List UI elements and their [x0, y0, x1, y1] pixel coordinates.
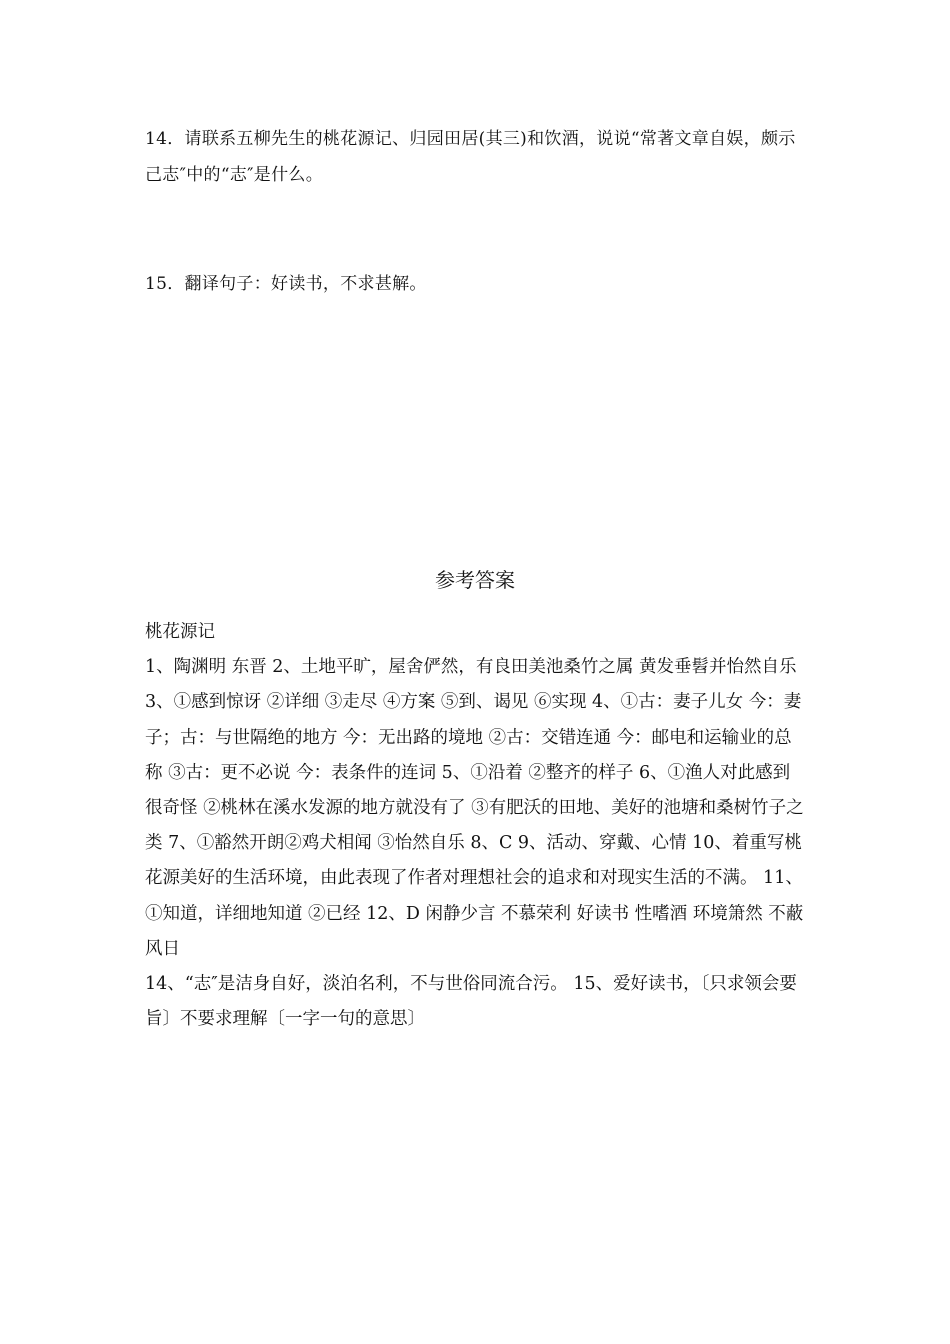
- answer-section-heading: 桃花源记: [145, 622, 215, 642]
- question-15: 15．翻译句子：好读书，不求甚解。: [145, 274, 427, 294]
- answer-text-14-15: 14、“志″是洁身自好，淡泊名利，不与世俗同流合污。 15、爱好读书，〔只求领会要旨〕不要求理解〔一字一句的意思〕: [145, 974, 797, 1030]
- answer-key-body: [145, 615, 805, 1037]
- answer-key-title: 参考答案: [435, 568, 515, 592]
- answer-text-1-12: 1、陶渊明 东晋 2、土地平旷，屋舍俨然，有良田美池桑竹之属 黄发垂髫并怡然自乐 3、①感到惊讶 ②详细 ③走尽 ④方案 ⑤到、谒见 ⑥实现 4、①古：妻子儿女 今：妻子；古：与世隔绝的地方 今：无出路的境地 ②古：交错连通 今：邮电和运输业的总称 ③古：更不必说 今：表条件的连词 5、①沿着 ②整齐的样子 6、①渔人对此感到很奇怪 ②桃林在溪水发源的地方就没有了 ③有肥沃的田地、美好的池塘和桑树竹子之类 7、①豁然开朗②鸡犬相闻 ③怡然自乐 8、C 9、活动、穿戴、心情 10、着重写桃花源美好的生活环境，由此表现了作者对理想社会的追求和对现实生活的不满。 11、①知道，详细地知道 ②已经 12、D 闲静少言 不慕荣利 好读书 性嗜酒 环境箫然 不蔽风日: [145, 657, 804, 959]
- question-14: 14．请联系五柳先生的桃花源记、归园田居(其三)和饮酒，说说“常著文章自娱，颇示己志″中的“志″是什么。: [145, 129, 796, 185]
